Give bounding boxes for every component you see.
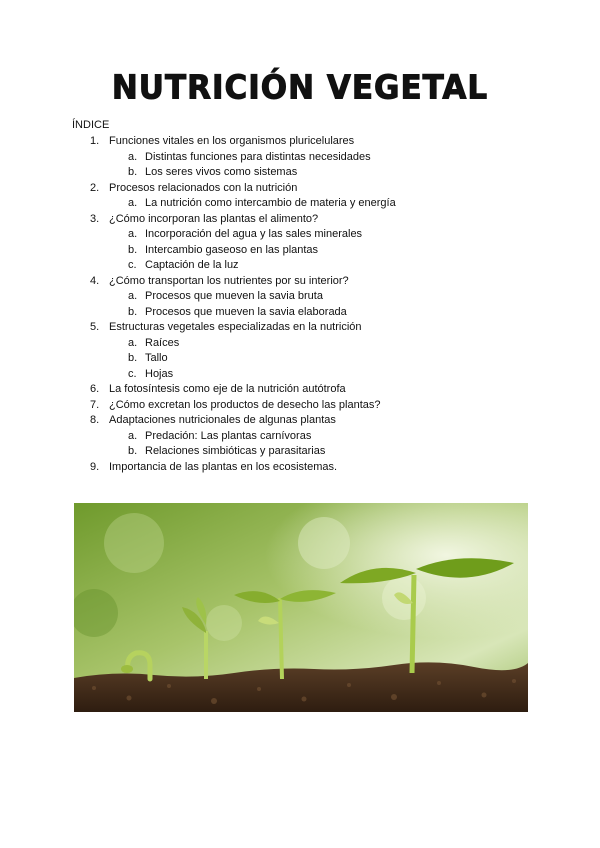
toc-sub-text: Captación de la luz <box>145 259 239 271</box>
toc-sub-text: Tallo <box>145 352 168 364</box>
toc-sub-text: Incorporación del agua y las sales minerales <box>145 228 363 240</box>
toc-sub-letter: a. <box>128 429 138 442</box>
toc-sub-letter: a. <box>128 290 138 302</box>
toc-text: ¿Cómo transportan los nutrientes por su interior? <box>109 274 349 287</box>
toc-number: 2. <box>90 181 100 194</box>
toc-sub-text: Intercambio gaseoso en las plantas <box>145 243 319 256</box>
toc-sub-text: Los seres vivos como sistemas <box>145 166 298 178</box>
toc-sub-letter: c. <box>128 367 137 380</box>
toc-sub-letter: a. <box>128 228 138 240</box>
toc-number: 3. <box>90 212 100 225</box>
toc-number: 7. <box>90 398 100 411</box>
toc-sub-text: Distintas funciones para distintas necesidades <box>145 150 371 163</box>
toc-sub-text: Procesos que mueven la savia elaborada <box>145 305 347 318</box>
toc-number: 5. <box>90 321 100 333</box>
page-title: NUTRICIÓN VEGETAL <box>111 69 489 107</box>
toc-text: La fotosíntesis como eje de la nutrición autótrofa <box>109 383 346 395</box>
toc-sub-letter: a. <box>128 150 138 163</box>
toc-sub-text: Procesos que mueven la savia bruta <box>145 290 323 302</box>
toc-number: 9. <box>90 460 100 473</box>
index-heading: ÍNDICE <box>72 119 110 131</box>
toc-text: Estructuras vegetales especializadas en la nutrición <box>109 321 362 333</box>
toc-text: ¿Cómo excretan los productos de desecho las plantas? <box>109 398 381 411</box>
toc-sub-letter: b. <box>128 243 138 256</box>
toc-sub-letter: b. <box>128 166 138 178</box>
toc-sub-text: Predación: Las plantas carnívoras <box>145 429 312 442</box>
toc-sub-text: Raíces <box>145 336 180 349</box>
toc-number: 1. <box>90 135 100 147</box>
toc-text: Adaptaciones nutricionales de algunas plantas <box>109 414 336 426</box>
toc-number: 8. <box>90 414 100 426</box>
toc-sub-text: La nutrición como intercambio de materia y energía <box>145 197 396 209</box>
toc-sub-text: Hojas <box>145 367 174 380</box>
toc-sub-letter: b. <box>128 352 138 364</box>
toc-sub-letter: a. <box>128 197 138 209</box>
toc-text: Funciones vitales en los organismos pluricelulares <box>109 135 355 147</box>
toc-text: ¿Cómo incorporan las plantas el alimento? <box>109 212 319 225</box>
toc-sub-text: Relaciones simbióticas y parasitarias <box>145 445 326 457</box>
toc-sub-letter: a. <box>128 336 138 349</box>
toc-sub-letter: b. <box>128 305 138 318</box>
toc-sub-letter: b. <box>128 445 138 457</box>
toc-number: 6. <box>90 383 100 395</box>
toc-number: 4. <box>90 274 100 287</box>
seedlings-photo <box>74 503 528 712</box>
toc-sub-letter: c. <box>128 259 137 271</box>
toc-text: Importancia de las plantas en los ecosistemas. <box>109 460 338 473</box>
toc-text: Procesos relacionados con la nutrición <box>109 181 298 194</box>
